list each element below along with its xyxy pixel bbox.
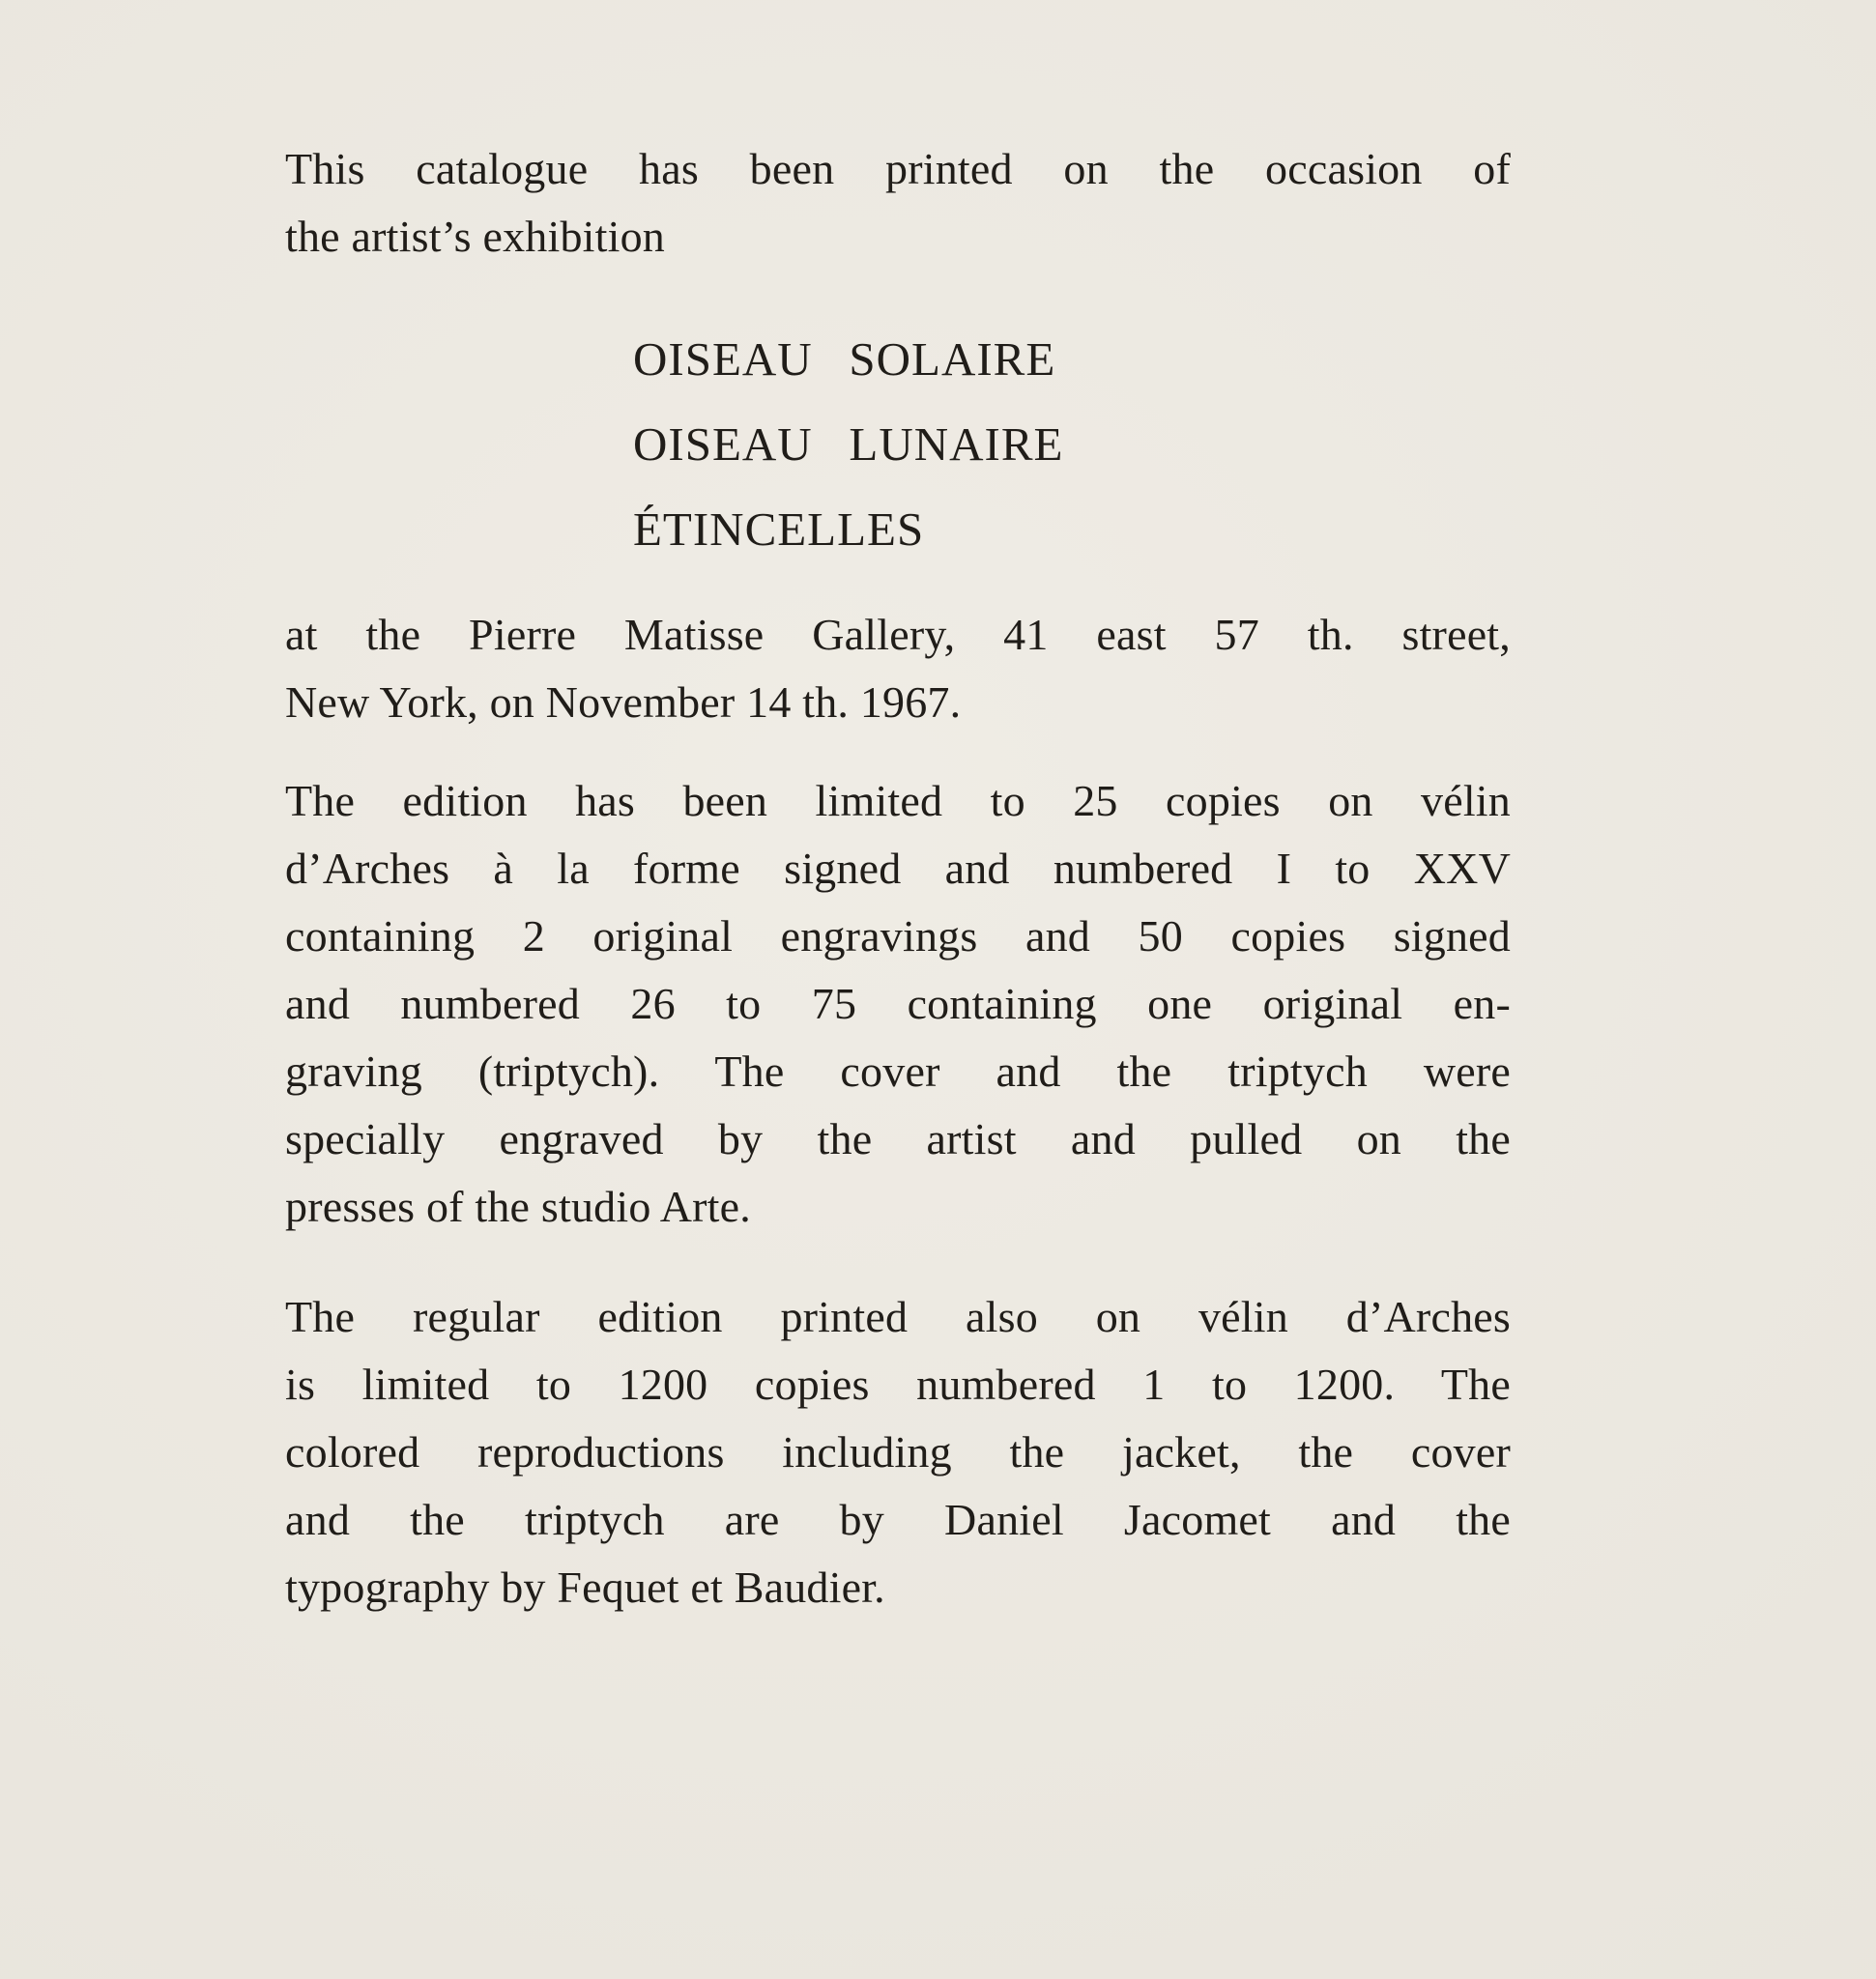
- text-line: the artist’s exhibition: [285, 212, 665, 261]
- text-line: graving (triptych). The cover and the triptych were: [285, 1047, 1511, 1096]
- text-line: New York, on November 14 th. 1967.: [285, 677, 962, 727]
- text-line: presses of the studio Arte.: [285, 1182, 751, 1231]
- exhibition-title: ÉTINCELLES: [633, 502, 925, 556]
- regular-edition-paragraph: [285, 1283, 1511, 1621]
- text-line: typography by Fequet et Baudier.: [285, 1563, 885, 1612]
- text-line: containing 2 original engravings and 50 copies signed: [285, 911, 1511, 961]
- text-line: is limited to 1200 copies numbered 1 to 1200. The: [285, 1360, 1511, 1409]
- text-line: and the triptych are by Daniel Jacomet and the: [285, 1495, 1511, 1544]
- text-line: colored reproductions including the jacket, the cover: [285, 1427, 1511, 1477]
- exhibition-title: OISEAU SOLAIRE: [633, 332, 1056, 386]
- text-line: The edition has been limited to 25 copies on vélin: [285, 776, 1511, 825]
- exhibition-title-block: [633, 317, 1511, 572]
- text-line: d’Arches à la forme signed and numbered I to XXV: [285, 844, 1511, 893]
- intro-paragraph: [285, 135, 1511, 271]
- text-line: specially engraved by the artist and pulled on the: [285, 1114, 1511, 1163]
- text-line: and numbered 26 to 75 containing one original en-: [285, 979, 1511, 1028]
- edition-paragraph: [285, 767, 1511, 1241]
- exhibition-title: OISEAU LUNAIRE: [633, 417, 1064, 471]
- colophon-text-block: [285, 135, 1511, 1621]
- text-line: at the Pierre Matisse Gallery, 41 east 57 th. street,: [285, 610, 1511, 659]
- venue-paragraph: [285, 601, 1511, 736]
- text-line: The regular edition printed also on vélin d’Arches: [285, 1292, 1511, 1341]
- text-line: This catalogue has been printed on the occasion of: [285, 144, 1511, 193]
